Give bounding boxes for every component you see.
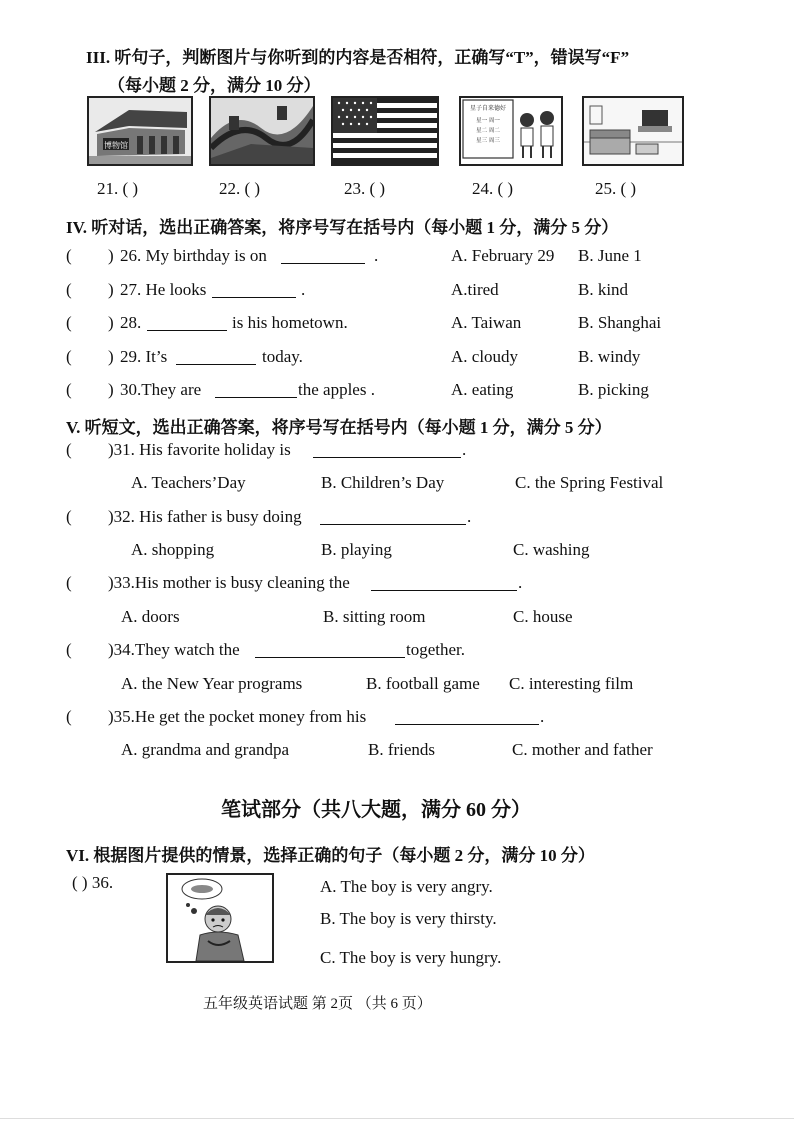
q31-option-c: C. the Spring Festival: [515, 473, 664, 492]
q27-stem: 27. He looks: [120, 280, 207, 299]
q33-option-a: A. doors: [121, 607, 180, 626]
q35-option-a: A. grandma and grandpa: [121, 740, 290, 759]
q29-option-b: B. windy: [578, 347, 641, 366]
q30-option-a: A. eating: [451, 380, 514, 399]
q29-blank: [176, 350, 256, 365]
great-wall-icon: [209, 96, 315, 166]
museum-sign: 博物馆: [104, 141, 128, 150]
q26-end: .: [374, 246, 379, 265]
q28-stem: 28.: [120, 313, 142, 332]
q28-open-paren[interactable]: (: [66, 313, 72, 332]
q34-open-paren[interactable]: (: [66, 640, 72, 659]
q26-close-paren: ): [108, 246, 114, 265]
answer-25[interactable]: 25. ( ): [595, 179, 637, 198]
q30-open-paren[interactable]: (: [66, 380, 72, 399]
q29-end: today.: [262, 347, 303, 366]
q36-label[interactable]: ( ) 36.: [72, 873, 114, 892]
q35-option-c: C. mother and father: [512, 740, 653, 759]
section-3-note: （每小题 2 分，满分 10 分）: [108, 76, 321, 95]
q34-option-a: A. the New Year programs: [121, 674, 303, 693]
q35-option-b: B. friends: [368, 740, 436, 759]
q32-blank: [320, 510, 466, 525]
q32-option-b: B. playing: [321, 540, 392, 559]
q34-stem: )34.They watch the: [108, 640, 240, 659]
q29-stem: 29. It’s: [120, 347, 168, 366]
answer-24[interactable]: 24. ( ): [472, 179, 514, 198]
q32-option-c: C. washing: [513, 540, 590, 559]
q35-end: .: [540, 707, 545, 726]
q27-end: .: [301, 280, 306, 299]
q26-open-paren[interactable]: (: [66, 246, 72, 265]
q32-open-paren[interactable]: (: [66, 507, 72, 526]
written-part-title: 笔试部分（共八大题，满分 60 分）: [221, 799, 531, 821]
q35-stem: )35.He get the pocket money from his: [108, 707, 367, 726]
q32-end: .: [467, 507, 472, 526]
answer-23[interactable]: 23. ( ): [344, 179, 386, 198]
q27-option-a: A.tired: [451, 280, 499, 299]
page-bottom-divider: [0, 1118, 794, 1119]
q26-option-b: B. June 1: [578, 246, 642, 265]
q27-option-b: B. kind: [578, 280, 629, 299]
q28-option-b: B. Shanghai: [578, 313, 662, 332]
q27-open-paren[interactable]: (: [66, 280, 72, 299]
q30-end: the apples .: [298, 380, 375, 399]
section-4-title: IV. 听对话，选出正确答案，将序号写在括号内（每小题 1 分，满分 5 分）: [66, 218, 619, 237]
board-row-1: 星一 周一: [476, 118, 500, 124]
q29-close-paren: ): [108, 347, 114, 366]
q28-blank: [147, 316, 227, 331]
schedule-board-children-icon: [459, 96, 563, 166]
q33-blank: [371, 576, 517, 591]
q32-option-a: A. shopping: [131, 540, 215, 559]
q31-stem: )31. His favorite holiday is: [108, 440, 291, 459]
q26-blank: [281, 249, 365, 264]
q33-open-paren[interactable]: (: [66, 573, 72, 592]
q31-end: .: [462, 440, 467, 459]
q29-option-a: A. cloudy: [451, 347, 519, 366]
q34-option-c: C. interesting film: [509, 674, 634, 693]
q32-stem: )32. His father is busy doing: [108, 507, 302, 526]
hungry-boy-icon: [166, 873, 274, 963]
q33-option-b: B. sitting room: [323, 607, 426, 626]
q36-option-b: B. The boy is very thirsty.: [320, 909, 497, 928]
q31-open-paren[interactable]: (: [66, 440, 72, 459]
q29-open-paren[interactable]: (: [66, 347, 72, 366]
q35-open-paren[interactable]: (: [66, 707, 72, 726]
q33-end: .: [518, 573, 523, 592]
board-title: 星子自来德好: [469, 105, 507, 112]
q31-option-a: A. Teachers’Day: [131, 473, 246, 492]
q31-blank: [313, 443, 461, 458]
answer-21[interactable]: 21. ( ): [97, 179, 139, 198]
q36-option-c: C. The boy is very hungry.: [320, 948, 502, 967]
q33-stem: )33.His mother is busy cleaning the: [108, 573, 350, 592]
section-5-title: V. 听短文，选出正确答案，将序号写在括号内（每小题 1 分，满分 5 分）: [66, 418, 612, 437]
q30-option-b: B. picking: [578, 380, 649, 399]
q27-blank: [212, 283, 296, 298]
us-flag-icon: [331, 96, 439, 166]
q28-close-paren: ): [108, 313, 114, 332]
sitting-room-icon: [582, 96, 684, 166]
q28-option-a: A. Taiwan: [451, 313, 522, 332]
answer-22[interactable]: 22. ( ): [219, 179, 261, 198]
q30-stem: 30.They are: [120, 380, 202, 399]
q30-blank: [215, 383, 297, 398]
q34-end: together.: [406, 640, 466, 659]
q30-close-paren: ): [108, 380, 114, 399]
board-row-2: 星二 周二: [476, 128, 500, 134]
q31-option-b: B. Children’s Day: [321, 473, 445, 492]
q26-stem: 26. My birthday is on: [120, 246, 267, 265]
board-row-3: 星三 周三: [476, 138, 500, 144]
q26-option-a: A. February 29: [451, 246, 555, 265]
page-footer: 五年级英语试题 第 2页 （共 6 页）: [203, 996, 432, 1012]
section-6-title: VI. 根据图片提供的情景，选择正确的句子（每小题 2 分，满分 10 分）: [66, 846, 595, 865]
museum-building-icon: [87, 96, 193, 166]
q34-option-b: B. football game: [366, 674, 480, 693]
q28-end: is his hometown.: [232, 313, 348, 332]
q36-option-a: A. The boy is very angry.: [320, 877, 493, 896]
q27-close-paren: ): [108, 280, 114, 299]
q34-blank: [255, 643, 405, 658]
q35-blank: [395, 710, 539, 725]
q33-option-c: C. house: [513, 607, 573, 626]
section-3-title: III. 听句子，判断图片与你听到的内容是否相符，正确写“T”，错误写“F”: [86, 48, 630, 67]
